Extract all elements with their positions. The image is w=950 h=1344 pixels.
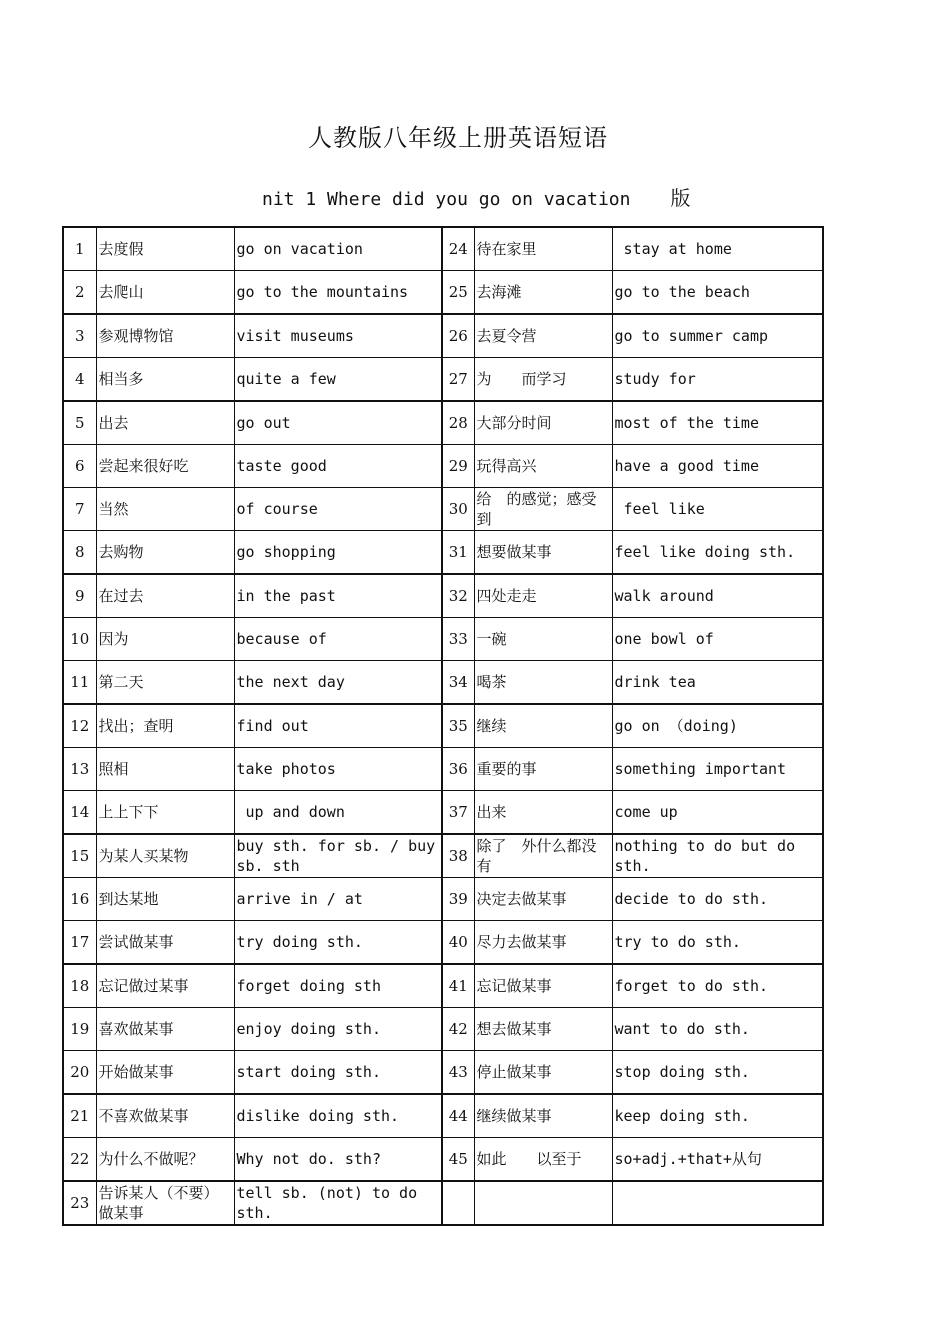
table-row (63, 704, 823, 748)
row-number: 25 (442, 271, 474, 315)
row-number: 6 (63, 445, 96, 488)
unit-heading (262, 182, 690, 211)
row-number: 2 (63, 271, 96, 315)
table-row (63, 834, 823, 878)
row-number: 18 (63, 964, 96, 1008)
english-phrase: study for (612, 358, 823, 402)
chinese-phrase: 为某人买某物 (96, 834, 234, 878)
english-phrase: find out (234, 704, 442, 748)
table-row (63, 964, 823, 1008)
english-phrase: want to do sth. (612, 1008, 823, 1051)
row-number: 23 (63, 1181, 96, 1225)
english-phrase: go to summer camp (612, 314, 823, 358)
chinese-phrase: 到达某地 (96, 878, 234, 921)
english-phrase: enjoy doing sth. (234, 1008, 442, 1051)
row-number: 21 (63, 1094, 96, 1138)
chinese-phrase: 因为 (96, 618, 234, 661)
chinese-phrase: 待在家里 (474, 227, 612, 271)
table-row (63, 1138, 823, 1182)
row-number: 30 (442, 488, 474, 531)
table-row (63, 618, 823, 661)
phrase-table (62, 226, 824, 1226)
english-phrase: taste good (234, 445, 442, 488)
row-number: 15 (63, 834, 96, 878)
row-number: 33 (442, 618, 474, 661)
english-phrase: go on （doing) (612, 704, 823, 748)
english-phrase: drink tea (612, 661, 823, 705)
english-phrase: forget to do sth. (612, 964, 823, 1008)
chinese-phrase: 尝起来很好吃 (96, 445, 234, 488)
row-number: 27 (442, 358, 474, 402)
row-number: 13 (63, 748, 96, 791)
chinese-phrase: 去爬山 (96, 271, 234, 315)
chinese-phrase: 大部分时间 (474, 401, 612, 445)
chinese-phrase: 忘记做过某事 (96, 964, 234, 1008)
chinese-phrase: 决定去做某事 (474, 878, 612, 921)
english-phrase: go on vacation (234, 227, 442, 271)
table-row (63, 314, 823, 358)
english-phrase: go to the beach (612, 271, 823, 315)
table-row (63, 1008, 823, 1051)
chinese-phrase: 开始做某事 (96, 1051, 234, 1095)
english-phrase: so+adj.+that+从句 (612, 1138, 823, 1182)
row-number: 36 (442, 748, 474, 791)
row-number: 44 (442, 1094, 474, 1138)
row-number: 38 (442, 834, 474, 878)
chinese-phrase: 想要做某事 (474, 531, 612, 575)
table-row (63, 227, 823, 271)
row-number: 17 (63, 921, 96, 965)
english-phrase: visit museums (234, 314, 442, 358)
chinese-phrase: 一碗 (474, 618, 612, 661)
english-phrase: keep doing sth. (612, 1094, 823, 1138)
chinese-phrase: 相当多 (96, 358, 234, 402)
page-title: 人教版八年级上册英语短语 (308, 124, 608, 152)
row-number: 43 (442, 1051, 474, 1095)
chinese-phrase: 去度假 (96, 227, 234, 271)
table-row (63, 878, 823, 921)
english-phrase: in the past (234, 574, 442, 618)
english-phrase: try to do sth. (612, 921, 823, 965)
row-number: 4 (63, 358, 96, 402)
english-phrase: decide to do sth. (612, 878, 823, 921)
chinese-phrase: 尽力去做某事 (474, 921, 612, 965)
chinese-phrase: 继续 (474, 704, 612, 748)
row-number: 16 (63, 878, 96, 921)
chinese-phrase: 尝试做某事 (96, 921, 234, 965)
chinese-phrase: 去夏令营 (474, 314, 612, 358)
english-phrase: stay at home (612, 227, 823, 271)
english-phrase: because of (234, 618, 442, 661)
chinese-phrase: 想去做某事 (474, 1008, 612, 1051)
english-phrase: come up (612, 791, 823, 835)
chinese-phrase: 当然 (96, 488, 234, 531)
row-number: 45 (442, 1138, 474, 1182)
row-number: 32 (442, 574, 474, 618)
row-number: 9 (63, 574, 96, 618)
phrase-table-body (63, 227, 823, 1225)
chinese-phrase: 去海滩 (474, 271, 612, 315)
chinese-phrase: 上上下下 (96, 791, 234, 835)
row-number: 29 (442, 445, 474, 488)
table-row (63, 791, 823, 835)
english-phrase: dislike doing sth. (234, 1094, 442, 1138)
chinese-phrase: 玩得高兴 (474, 445, 612, 488)
chinese-phrase: 喜欢做某事 (96, 1008, 234, 1051)
chinese-phrase: 停止做某事 (474, 1051, 612, 1095)
table-row (63, 1094, 823, 1138)
chinese-phrase: 给 的感觉；感受到 (474, 488, 612, 531)
english-phrase: go shopping (234, 531, 442, 575)
chinese-phrase: 不喜欢做某事 (96, 1094, 234, 1138)
row-number: 34 (442, 661, 474, 705)
row-number: 42 (442, 1008, 474, 1051)
english-phrase: take photos (234, 748, 442, 791)
chinese-phrase: 参观博物馆 (96, 314, 234, 358)
row-number: 24 (442, 227, 474, 271)
chinese-phrase (474, 1181, 612, 1225)
english-phrase: tell sb. (not) to do sth. (234, 1181, 442, 1225)
row-number: 10 (63, 618, 96, 661)
chinese-phrase: 找出；查明 (96, 704, 234, 748)
english-phrase: feel like doing sth. (612, 531, 823, 575)
chinese-phrase: 继续做某事 (474, 1094, 612, 1138)
table-row (63, 748, 823, 791)
english-phrase: quite a few (234, 358, 442, 402)
table-row (63, 401, 823, 445)
table-row (63, 1181, 823, 1225)
english-phrase: stop doing sth. (612, 1051, 823, 1095)
english-phrase: arrive in / at (234, 878, 442, 921)
chinese-phrase: 为什么不做呢？ (96, 1138, 234, 1182)
row-number: 22 (63, 1138, 96, 1182)
table-row (63, 531, 823, 575)
table-row (63, 445, 823, 488)
chinese-phrase: 忘记做某事 (474, 964, 612, 1008)
english-phrase: up and down (234, 791, 442, 835)
english-phrase: buy sth. for sb. / buy sb. sth (234, 834, 442, 878)
row-number: 37 (442, 791, 474, 835)
row-number: 12 (63, 704, 96, 748)
table-row (63, 921, 823, 965)
row-number: 7 (63, 488, 96, 531)
row-number: 28 (442, 401, 474, 445)
row-number: 39 (442, 878, 474, 921)
chinese-phrase: 四处走走 (474, 574, 612, 618)
row-number: 19 (63, 1008, 96, 1051)
row-number: 1 (63, 227, 96, 271)
unit-heading-suffix: 版 (670, 186, 691, 210)
row-number: 5 (63, 401, 96, 445)
chinese-phrase: 如此 以至于 (474, 1138, 612, 1182)
row-number: 31 (442, 531, 474, 575)
english-phrase: try doing sth. (234, 921, 442, 965)
english-phrase (612, 1181, 823, 1225)
chinese-phrase: 第二天 (96, 661, 234, 705)
row-number: 20 (63, 1051, 96, 1095)
english-phrase: nothing to do but do sth. (612, 834, 823, 878)
chinese-phrase: 重要的事 (474, 748, 612, 791)
row-number: 14 (63, 791, 96, 835)
chinese-phrase: 告诉某人（不要）做某事 (96, 1181, 234, 1225)
chinese-phrase: 照相 (96, 748, 234, 791)
table-row (63, 1051, 823, 1095)
row-number: 35 (442, 704, 474, 748)
table-row (63, 358, 823, 402)
row-number: 8 (63, 531, 96, 575)
english-phrase: the next day (234, 661, 442, 705)
row-number (442, 1181, 474, 1225)
english-phrase: have a good time (612, 445, 823, 488)
row-number: 26 (442, 314, 474, 358)
english-phrase: one bowl of (612, 618, 823, 661)
chinese-phrase: 出来 (474, 791, 612, 835)
english-phrase: walk around (612, 574, 823, 618)
row-number: 40 (442, 921, 474, 965)
table-row (63, 661, 823, 705)
row-number: 3 (63, 314, 96, 358)
english-phrase: go out (234, 401, 442, 445)
table-row (63, 574, 823, 618)
english-phrase: feel like (612, 488, 823, 531)
unit-heading-text: nit 1 Where did you go on vacation (262, 189, 631, 210)
row-number: 11 (63, 661, 96, 705)
english-phrase: something important (612, 748, 823, 791)
chinese-phrase: 为 而学习 (474, 358, 612, 402)
english-phrase: start doing sth. (234, 1051, 442, 1095)
row-number: 41 (442, 964, 474, 1008)
english-phrase: go to the mountains (234, 271, 442, 315)
chinese-phrase: 喝茶 (474, 661, 612, 705)
english-phrase: most of the time (612, 401, 823, 445)
english-phrase: of course (234, 488, 442, 531)
table-row (63, 488, 823, 531)
chinese-phrase: 除了 外什么都没有 (474, 834, 612, 878)
english-phrase: Why not do. sth? (234, 1138, 442, 1182)
chinese-phrase: 出去 (96, 401, 234, 445)
english-phrase: forget doing sth (234, 964, 442, 1008)
table-row (63, 271, 823, 315)
chinese-phrase: 在过去 (96, 574, 234, 618)
chinese-phrase: 去购物 (96, 531, 234, 575)
